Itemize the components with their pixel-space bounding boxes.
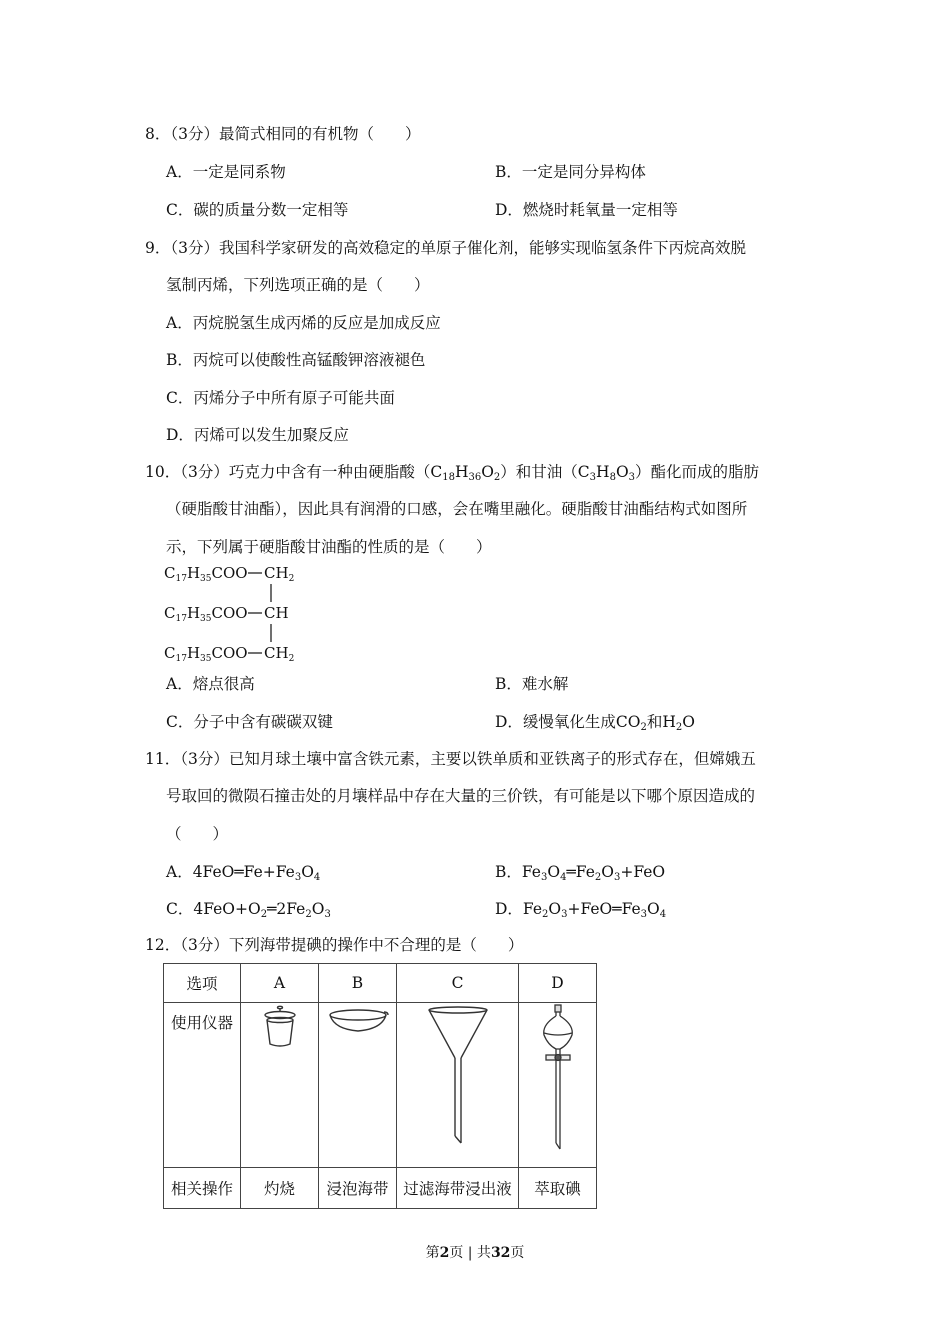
q8-option-a: A．一定是同系物 (166, 163, 286, 181)
operation-c: 过滤海带浸出液 (397, 1168, 519, 1209)
q11-option-d: D．$Fe_2O_3+FeO═Fe_3O_4$ (495, 900, 667, 920)
table-header-row (164, 964, 597, 1003)
funnel-icon (423, 1003, 493, 1153)
instrument-table (163, 963, 597, 1209)
q10-option-a: A．熔点很高 (166, 675, 255, 693)
q9-option-c: C．丙烯分子中所有原子可能共面 (166, 389, 395, 407)
q11-option-a: A．$4FeO═Fe+Fe_3O_4$ (166, 863, 321, 883)
operation-b: 浸泡海带 (319, 1168, 397, 1209)
separatory-funnel-cell (519, 1003, 597, 1168)
table-operation-row (164, 1168, 597, 1209)
q8-option-c: C．碳的质量分数一定相等 (166, 201, 349, 219)
q9-option-d: D．丙烯可以发生加聚反应 (166, 426, 349, 444)
table-header-d: D (519, 964, 597, 1003)
q11-option-b: B．$Fe_3O_4═Fe_2O_3+FeO$ (495, 863, 666, 883)
q9-option-a: A．丙烷脱氢生成丙烯的反应是加成反应 (166, 314, 441, 332)
q10-option-b: B．难水解 (495, 675, 569, 693)
q10-stem-line2: （硬脂酸甘油酯），因此具有润滑的口感，会在嘴里融化。硬脂酸甘油酯结构式如图所 (166, 500, 748, 518)
evaporating-dish-cell (319, 1003, 397, 1168)
table-header-b: B (319, 964, 397, 1003)
q8-stem: 8．（3分）最简式相同的有机物（ ） (145, 125, 421, 143)
crucible-icon (250, 1003, 310, 1063)
table-row-label-operation: 相关操作 (164, 1168, 241, 1209)
q11-option-c: C．$4FeO+O_2═2Fe_2O_3$ (166, 900, 331, 920)
formula-line3: $C_{17}H_{35}COO$ (164, 644, 248, 662)
q12-stem: 12．（3分）下列海带提碘的操作中不合理的是（ ） (145, 936, 524, 954)
formula-ch-mid: CH (264, 604, 289, 622)
q9-option-b: B．丙烷可以使酸性高锰酸钾溶液褪色 (166, 351, 426, 369)
funnel-cell (397, 1003, 519, 1168)
q10-option-d: D．缓慢氧化生成$CO_2$和$H_2O$ (495, 713, 695, 733)
formula-line2: $C_{17}H_{35}COO$ (164, 604, 248, 624)
q11-stem-line3: （ ） (166, 825, 229, 843)
q9-stem-line2: 氢制丙烯，下列选项正确的是（ ） (166, 276, 430, 294)
q8-option-d: D．燃烧时耗氧量一定相等 (495, 201, 678, 219)
q10-stem-line1: 10．（3分）巧克力中含有一种由硬脂酸$(C_{18}H_{36}O_2)$和甘油$(C_3H_8O_3)$酯化而成的脂肪 (145, 463, 760, 483)
q8-option-b: B．一定是同分异构体 (495, 163, 646, 181)
formula-ch2-bottom: $CH_2$ (264, 644, 295, 662)
q10-option-c: C．分子中含有碳碳双键 (166, 713, 333, 731)
formula-line1: $C_{17}H_{35}COO$ (164, 564, 248, 584)
q9-stem-line1: 9．（3分）我国科学家研发的高效稳定的单原子催化剂，能够实现临氢条件下丙烷高效脱 (145, 239, 746, 257)
table-header-c: C (397, 964, 519, 1003)
table-row-label-instrument: 使用仪器 (164, 1003, 241, 1168)
operation-a: 灼烧 (241, 1168, 319, 1209)
q11-stem-line1: 11．（3分）已知月球土壤中富含铁元素，主要以铁单质和亚铁离子的形式存在，但嫦娥五 (145, 750, 756, 768)
glyceryl-stearate-structure (164, 562, 324, 662)
formula-ch2-top: $CH_2$ (264, 564, 295, 584)
operation-d: 萃取碘 (519, 1168, 597, 1209)
table-instrument-row (164, 1003, 597, 1168)
separatory-funnel-icon (538, 1003, 578, 1155)
table-header-a: A (241, 964, 319, 1003)
crucible-cell (241, 1003, 319, 1168)
table-header-option: 选项 (164, 964, 241, 1003)
q11-stem-line2: 号取回的微陨石撞击处的月壤样品中存在大量的三价铁，有可能是以下哪个原因造成的 (166, 787, 756, 805)
evaporating-dish-icon (326, 1003, 390, 1043)
page-footer: 第2页 | 共32页 (425, 1245, 525, 1261)
q10-stem-line3: 示，下列属于硬脂酸甘油酯的性质的是（ ） (166, 538, 492, 556)
